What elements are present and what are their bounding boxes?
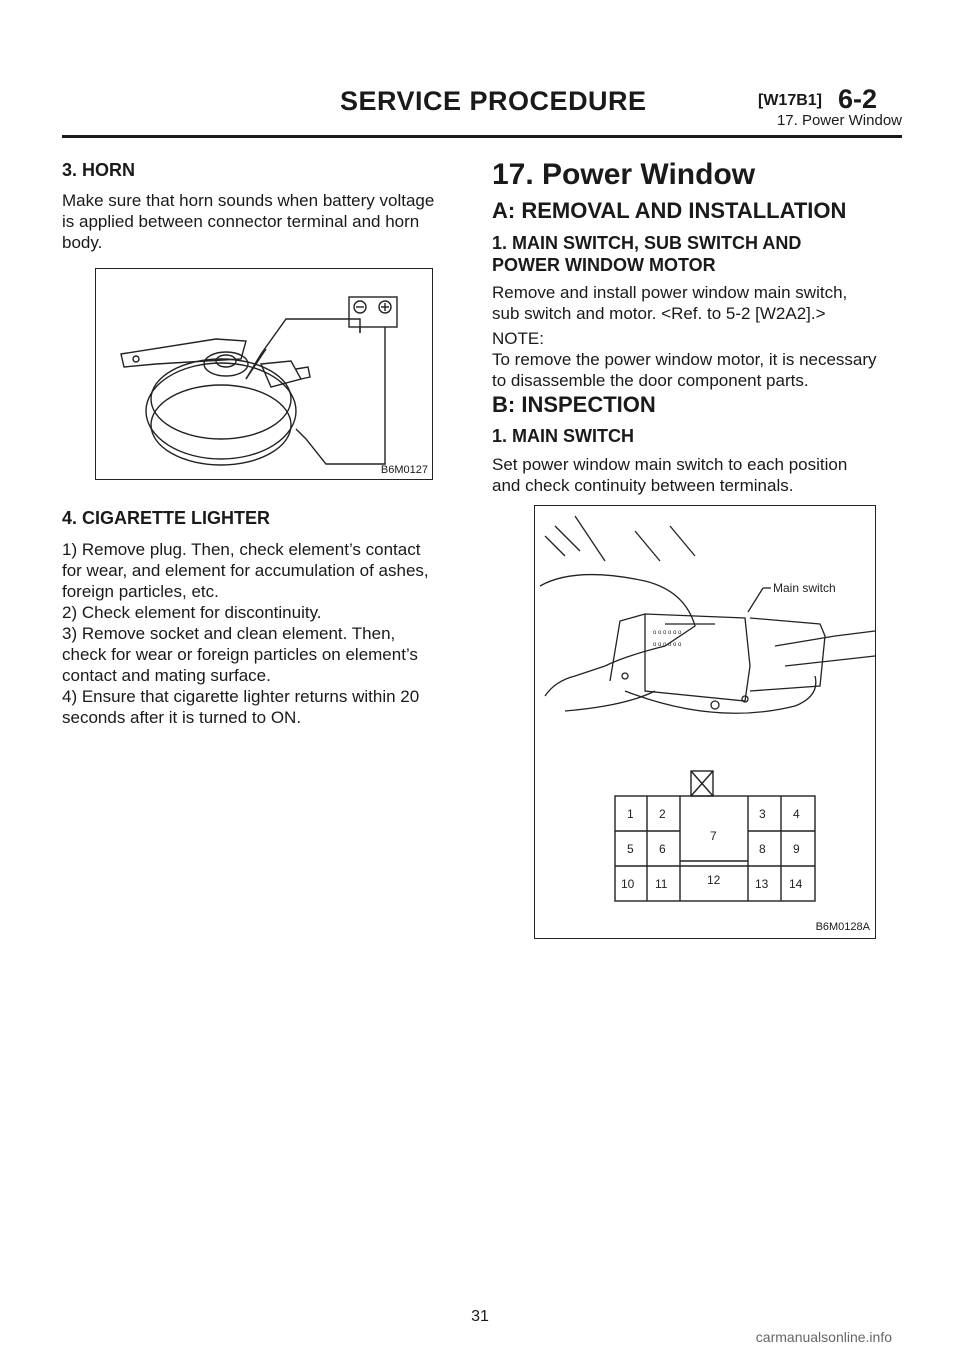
page-number: 31 bbox=[471, 1308, 489, 1325]
terminal-2: 2 bbox=[659, 807, 666, 821]
section-b-heading: B: INSPECTION bbox=[492, 392, 656, 417]
note-line-1: To remove the power window motor, it is necessary bbox=[492, 350, 877, 369]
horn-heading: 3. HORN bbox=[62, 160, 136, 180]
terminal-11: 11 bbox=[655, 877, 668, 891]
horn-figure-code: B6M0127 bbox=[380, 464, 428, 476]
horn-figure bbox=[95, 268, 433, 480]
terminal-5: 5 bbox=[627, 842, 634, 856]
section-a-line-1: Remove and install power window main switch, bbox=[492, 283, 848, 302]
svg-text:o o o o o o: o o o o o o bbox=[653, 642, 682, 648]
watermark: carmanualsonline.info bbox=[755, 1329, 892, 1345]
main-switch-figure-code: B6M0128A bbox=[815, 921, 870, 933]
header-section: 6-2 bbox=[838, 84, 878, 114]
terminal-6: 6 bbox=[659, 842, 666, 856]
cig-line-7: contact and mating surface. bbox=[62, 666, 271, 685]
terminal-4: 4 bbox=[793, 807, 800, 821]
header-code: [W17B1] bbox=[758, 92, 823, 109]
horn-line-2: is applied between connector terminal and horn bbox=[62, 212, 420, 231]
cig-line-8: 4) Ensure that cigarette lighter returns within 20 bbox=[62, 687, 420, 706]
section-b-sub1-heading: 1. MAIN SWITCH bbox=[492, 426, 634, 446]
section-a-sub1-heading bbox=[492, 232, 801, 276]
terminal-7: 7 bbox=[710, 829, 717, 843]
cig-line-3: foreign particles, etc. bbox=[62, 582, 219, 601]
svg-text:o o o o o o: o o o o o o bbox=[653, 630, 682, 636]
cigarette-lighter-heading: 4. CIGARETTE LIGHTER bbox=[62, 508, 271, 528]
main-switch-figure bbox=[534, 505, 876, 939]
terminal-8: 8 bbox=[759, 842, 766, 856]
note-label: NOTE: bbox=[492, 329, 544, 348]
cig-line-6: check for wear or foreign particles on element’s bbox=[62, 645, 418, 664]
chapter-title: 17. Power Window bbox=[492, 158, 756, 191]
terminal-1: 1 bbox=[627, 807, 634, 821]
horn-line-1: Make sure that horn sounds when battery voltage bbox=[62, 191, 435, 210]
section-a-sub1-line-2: POWER WINDOW MOTOR bbox=[492, 255, 716, 275]
section-b-line-1: Set power window main switch to each position bbox=[492, 455, 848, 474]
header-subtitle: 17. Power Window bbox=[776, 112, 902, 129]
note bbox=[492, 328, 902, 391]
horn-line-3: body. bbox=[62, 233, 103, 252]
header-title: SERVICE PROCEDURE bbox=[340, 86, 647, 116]
cigarette-lighter-text bbox=[62, 539, 460, 728]
section-a-heading: A: REMOVAL AND INSTALLATION bbox=[492, 198, 847, 223]
note-line-2: to disassemble the door component parts. bbox=[492, 371, 809, 390]
cig-line-5: 3) Remove socket and clean element. Then, bbox=[62, 624, 396, 643]
horn-text bbox=[62, 190, 460, 253]
section-b-text bbox=[492, 454, 902, 496]
terminal-10: 10 bbox=[621, 877, 635, 891]
main-switch-label: Main switch bbox=[773, 581, 836, 595]
section-a-sub1-line-1: 1. MAIN SWITCH, SUB SWITCH AND bbox=[492, 233, 802, 253]
section-a-text bbox=[492, 282, 902, 324]
main-switch-drawing bbox=[535, 506, 875, 938]
section-b-line-2: and check continuity between terminals. bbox=[492, 476, 794, 495]
cig-line-9: seconds after it is turned to ON. bbox=[62, 708, 302, 727]
terminal-12: 12 bbox=[707, 873, 721, 887]
terminal-14: 14 bbox=[789, 877, 803, 891]
cig-line-4: 2) Check element for discontinuity. bbox=[62, 603, 322, 622]
horn-drawing bbox=[96, 269, 432, 479]
cig-line-2: for wear, and element for accumulation of ashes, bbox=[62, 561, 429, 580]
section-a-line-2: sub switch and motor. <Ref. to 5-2 [W2A2].> bbox=[492, 304, 826, 323]
header-rule bbox=[62, 135, 902, 138]
terminal-3: 3 bbox=[759, 807, 766, 821]
terminal-13: 13 bbox=[755, 877, 769, 891]
terminal-9: 9 bbox=[793, 842, 800, 856]
cig-line-1: 1) Remove plug. Then, check element’s contact bbox=[62, 540, 421, 559]
